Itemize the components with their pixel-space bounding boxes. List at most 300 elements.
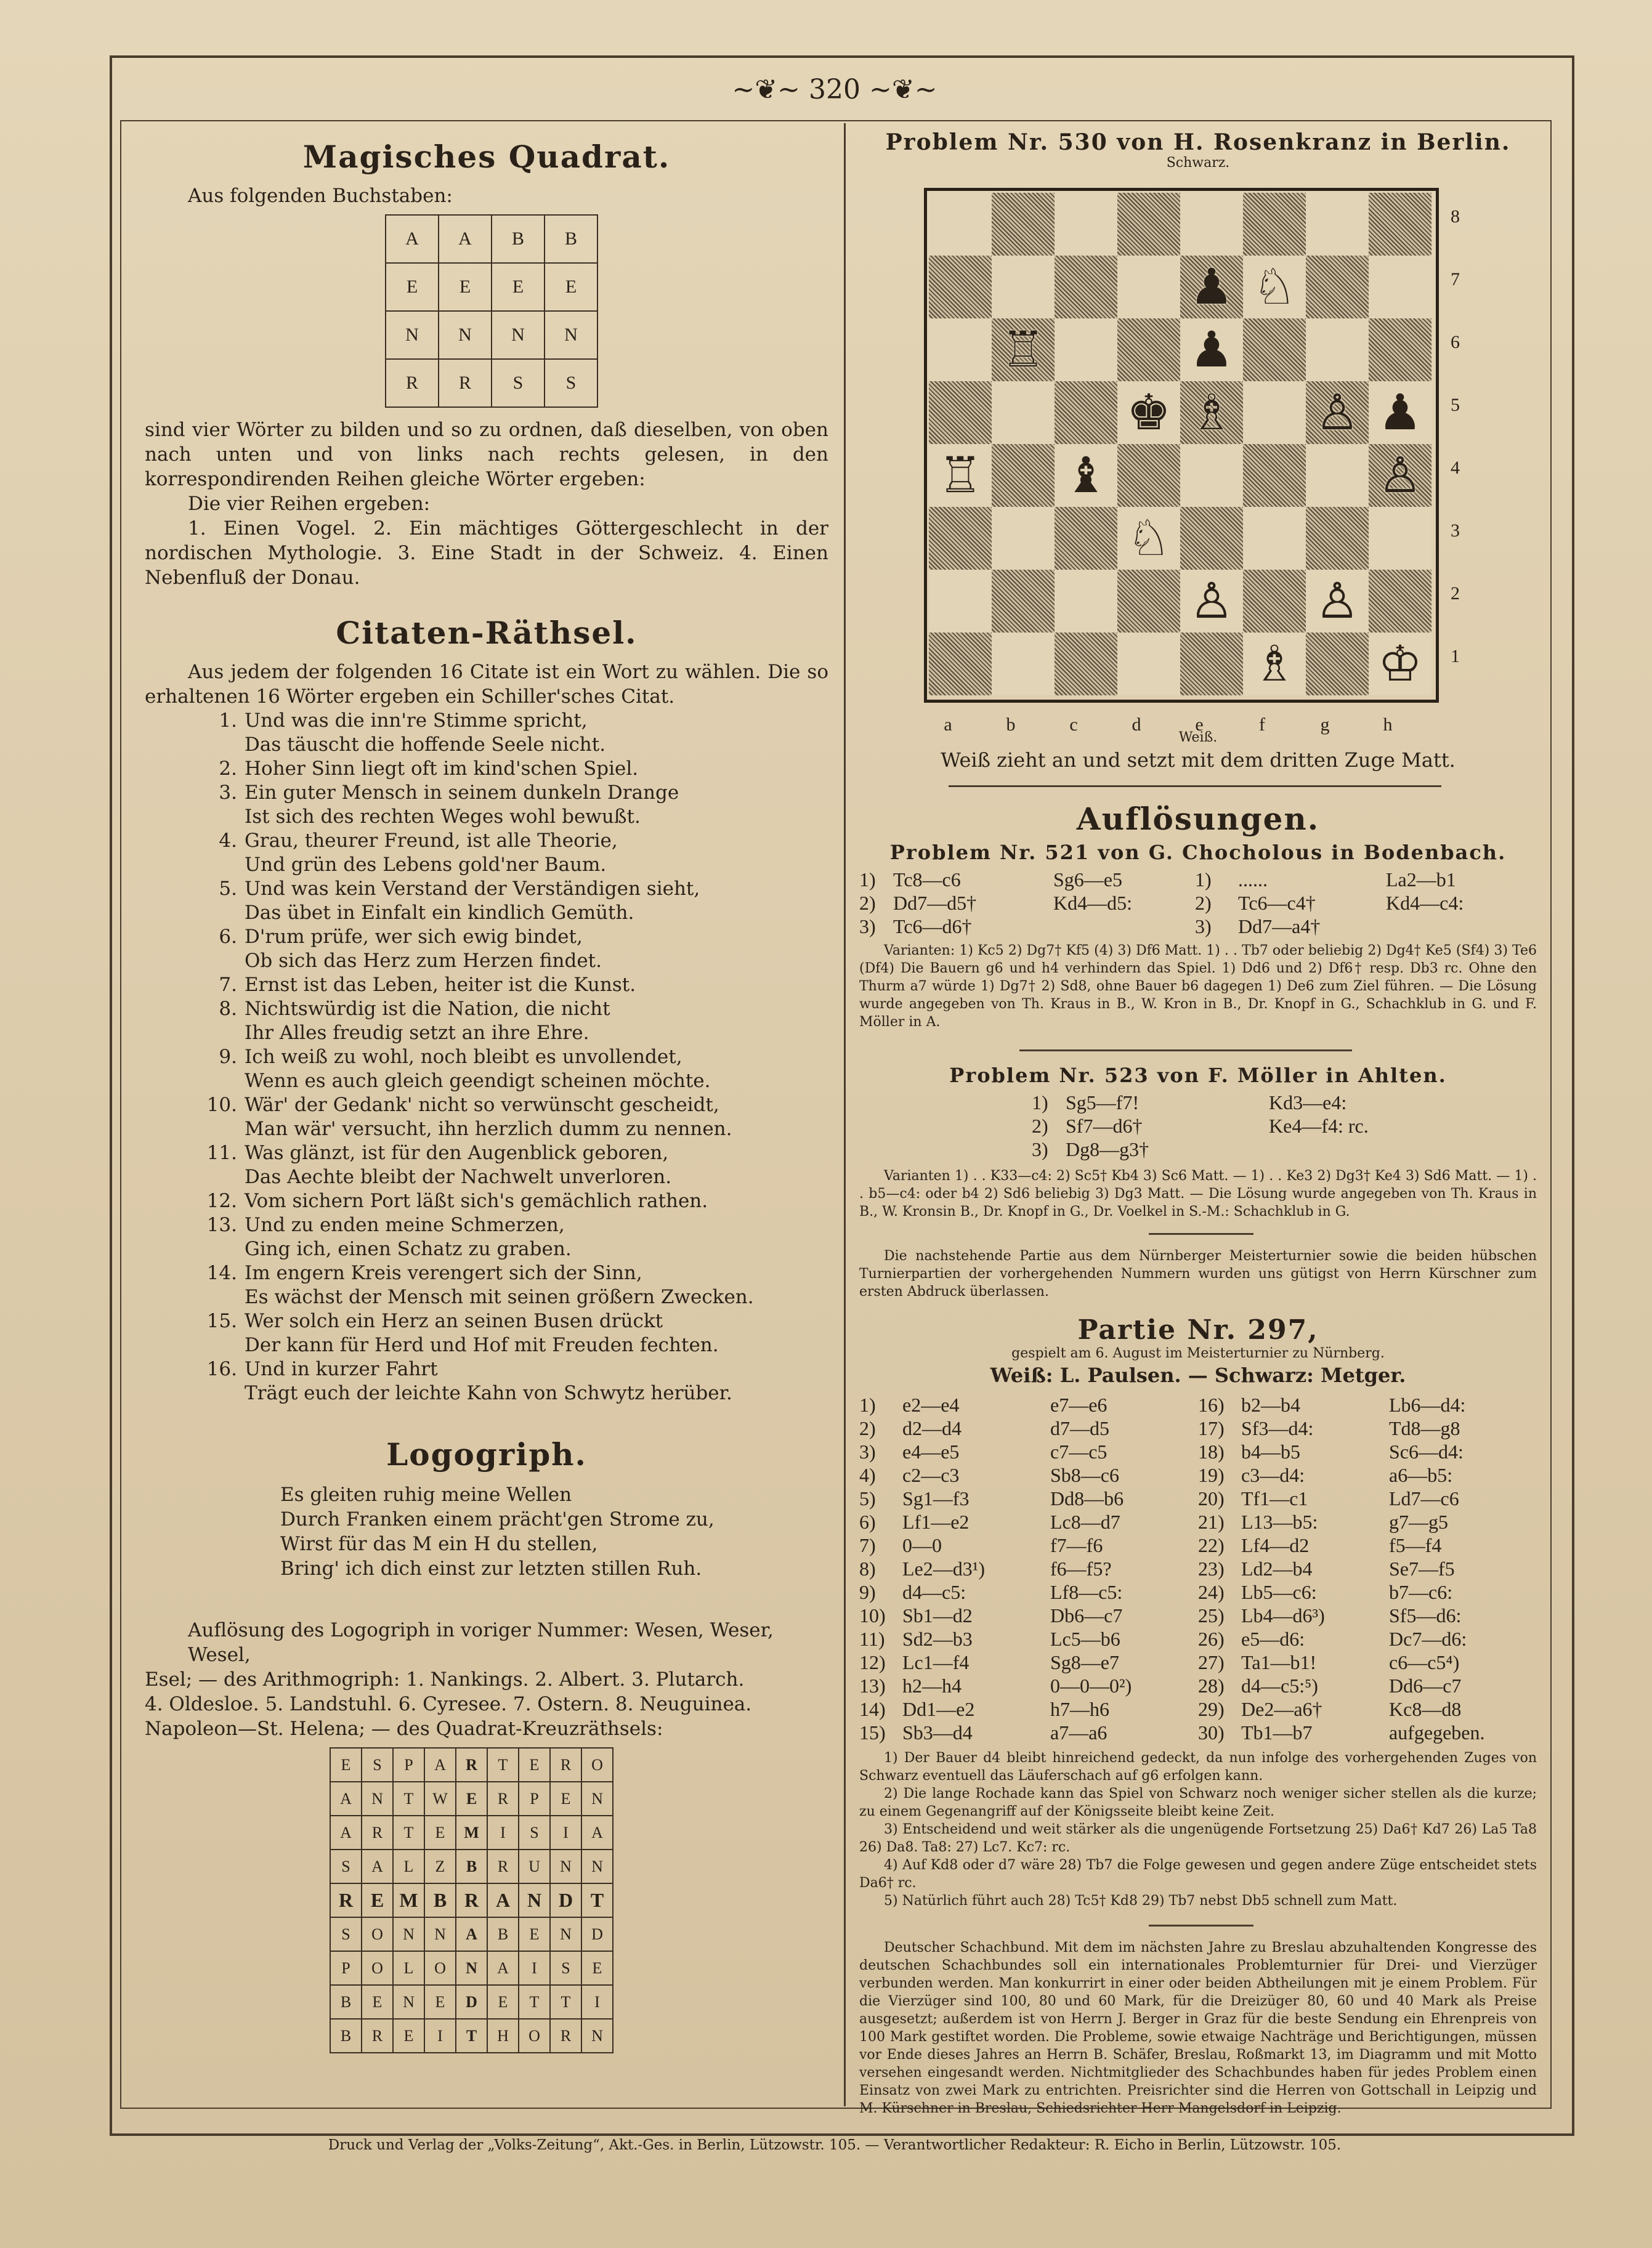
move-cell: 20) — [1198, 1487, 1225, 1510]
citation-number: 13. — [206, 1214, 237, 1236]
cross-grid-row — [330, 1985, 613, 2019]
cross-grid-cell: E — [519, 1748, 550, 1782]
white-bishop-e5-icon: ♗ — [1189, 384, 1234, 441]
cross-grid-cell: A — [487, 1883, 519, 1917]
citation-text — [245, 1309, 719, 1357]
move-cell: 10) — [859, 1604, 886, 1627]
aufloesungen-title: Auflösungen. — [1076, 801, 1320, 837]
schachbund-notice: Deutscher Schachbund. Mit dem im nächsten Jahre zu Breslau abzuhaltenden Kongresse des deutschen Schachbundes soll ein internationales Problemturnier für Drei- und Vierzüger verbunden werden. Man konkurrirt in einer oder beiden Abtheilungen mit je einem Problem. Für die Vierzüger sind 100, 80 und 60 Mark, für die Dreizüger 80, 60 und 40 Mark als Preise ausgesetzt; außerdem ist von Herrn J. Berger in Graz für die beste Sendung ein Ehrenpreis von 100 Mark gestiftet worden. Die Probleme, sowie etwaige Nachträge und Berichtigungen, müssen vor Ende dieses Jahres an Herrn B. Schäfer, Breslau, Roßmarkt 13, im Diagramm und mit Motto versehen eingesandt werden. Nichtmitglieder des Schachbundes haben für jedes Problem einen Einsatz von zwei Mark zu entrichten. Preisrichter sind die Herren von Gottschall in Leipzig und M. Kürschner in Breslau, Schiedsrichter Herr Mangelsdorf in Leipzig. — [859, 1940, 1537, 2116]
move-cell: Tc6—d6† — [893, 915, 972, 937]
move-cell: e4—e5 — [902, 1441, 960, 1463]
solution-line: Napoleon—St. Helena; — des Quadrat-Kreuzräthsels: — [145, 1718, 663, 1740]
citation-text — [245, 1189, 708, 1213]
move-cell: ...... — [1238, 868, 1268, 891]
move-cell: Lf8—c5: — [1050, 1581, 1123, 1603]
magic-text: sind vier Wörter zu bilden und so zu ordnen, daß dieselben, von oben nach unten und von links nach rechts gelesen, in den korrespondirenden Reihen gleiche Wörter ergeben: — [145, 419, 828, 490]
rank-label: 2 — [1451, 583, 1460, 604]
white-king-h1-icon: ♔ — [1378, 635, 1422, 692]
move-cell: Ta1—b1! — [1241, 1651, 1317, 1673]
move-cell: Ld7—c6 — [1389, 1487, 1459, 1510]
board-square — [1306, 507, 1369, 570]
move-cell: Dc7—d6: — [1389, 1628, 1467, 1650]
move-cell: d2—d4 — [902, 1417, 962, 1439]
cross-grid-cell: R — [456, 1883, 487, 1917]
cross-grid-cell: N — [519, 1883, 550, 1917]
magic-grid-cell: B — [492, 215, 545, 263]
move-row — [1198, 1651, 1537, 1674]
ornament-right-icon: ~❦~ — [869, 74, 937, 105]
white-knight-f7-icon: ♘ — [1252, 258, 1297, 315]
problem-521-title: Problem Nr. 521 von G. Chocholous in Bodenbach. — [889, 841, 1507, 864]
verse-line: Bring' ich dich einst zur letzten stillen Ruh. — [280, 1558, 702, 1580]
move-cell: e5—d6: — [1241, 1628, 1305, 1650]
magic-clues: 1. Einen Vogel. 2. Ein mächtiges Göttergeschlecht in der nordischen Mythologie. 3. Eine Stadt in der Schweiz. 4. Einen Nebenfluß der Donau. — [145, 517, 828, 589]
cross-grid-row — [330, 1816, 613, 1850]
citation-text — [245, 1141, 671, 1189]
citation-item — [145, 1261, 828, 1309]
board-squares — [929, 193, 1431, 695]
move-cell: 0—0—0²) — [1050, 1675, 1132, 1697]
cross-grid-cell: E — [362, 1985, 393, 2019]
cross-grid-cell: D — [581, 1917, 613, 1951]
move-cell: Lf4—d2 — [1241, 1534, 1310, 1556]
citation-text — [245, 709, 605, 757]
citation-line: Und zu enden meine Schmerzen, — [245, 1214, 565, 1236]
citation-number: 12. — [206, 1190, 237, 1212]
file-label: g — [1320, 714, 1330, 735]
move-row — [1198, 1627, 1537, 1651]
citation-number: 11. — [206, 1142, 237, 1164]
cross-grid-cell: T — [393, 1816, 424, 1850]
cross-grid-cell: L — [393, 1951, 424, 1985]
board-square — [1243, 507, 1306, 570]
move-cell: 30) — [1198, 1721, 1225, 1744]
move-cell: d4—c5: — [902, 1581, 966, 1603]
citaten-title: Citaten-Räthsel. — [336, 615, 638, 651]
partie-title: Partie Nr. 297, — [1077, 1314, 1319, 1346]
citation-number: 7. — [219, 974, 237, 996]
cross-grid-cell: N — [393, 1985, 424, 2019]
citation-item — [145, 997, 828, 1045]
cross-grid-cell: B — [456, 1850, 487, 1883]
cross-grid-cell: B — [487, 1917, 519, 1951]
citation-item — [145, 1189, 828, 1213]
partie-notes — [859, 1749, 1537, 1910]
move-row — [1198, 1510, 1537, 1534]
black-pawn-h5-icon: ♟ — [1378, 384, 1422, 441]
cross-grid-row — [330, 1883, 613, 1917]
cross-grid-cell: P — [330, 1951, 362, 1985]
move-cell: 2) — [1032, 1115, 1048, 1137]
board-square — [992, 444, 1055, 507]
cross-grid-cell: E — [456, 1782, 487, 1816]
move-row — [859, 1417, 1198, 1440]
cross-grid-cell: L — [393, 1850, 424, 1883]
citation-line: Der kann für Herd und Hof mit Freuden fechten. — [245, 1334, 719, 1356]
citation-text — [245, 925, 602, 973]
citation-line: Was glänzt, ist für den Augenblick geboren, — [245, 1142, 669, 1164]
citation-line: Und in kurzer Fahrt — [245, 1358, 438, 1380]
move-cell: Lc8—d7 — [1050, 1511, 1120, 1533]
board-square — [1117, 318, 1180, 381]
citation-line: Man wär' versucht, ihn herzlich dumm zu nennen. — [245, 1118, 732, 1140]
moves-left — [859, 1393, 1198, 1744]
move-cell: 15) — [859, 1721, 886, 1744]
move-cell: 0—0 — [902, 1534, 942, 1556]
file-label: a — [944, 714, 952, 735]
magic-square-grid — [385, 214, 598, 408]
cross-grid-cell: M — [456, 1816, 487, 1850]
move-row — [1198, 1487, 1537, 1510]
citation-line: Ernst ist das Leben, heiter ist die Kunst. — [245, 974, 636, 996]
citation-line: Im engern Kreis verengert sich der Sinn, — [245, 1262, 642, 1284]
board-square — [1117, 570, 1180, 633]
black-pawn-e7-icon: ♟ — [1189, 258, 1234, 315]
black-label: Schwarz. — [1166, 155, 1230, 171]
board-square — [1055, 570, 1117, 633]
partie-note: 1) Der Bauer d4 bleibt hinreichend gedeckt, da nun infolge des vorhergehenden Zuges von Schwarz eventuell das Läuferschach auf g6 erfolgen kann. — [859, 1750, 1537, 1784]
citation-number: 2. — [219, 758, 237, 780]
rank-label: 6 — [1451, 332, 1460, 352]
magic-grid-cell: E — [545, 263, 597, 311]
divider — [1149, 1233, 1253, 1235]
move-cell: Sf5—d6: — [1389, 1604, 1462, 1627]
citation-item — [145, 1309, 828, 1357]
cross-grid-cell: S — [330, 1850, 362, 1883]
cross-grid-cell: E — [424, 1985, 456, 2019]
cross-grid-cell: N — [581, 1850, 613, 1883]
move-cell: Lb4—d6³) — [1241, 1604, 1325, 1627]
move-cell: h2—h4 — [902, 1675, 962, 1697]
file-label: h — [1383, 714, 1393, 735]
citation-number: 15. — [206, 1310, 237, 1332]
citation-text — [245, 1261, 754, 1309]
move-cell — [1269, 1138, 1429, 1161]
cross-grid-row — [330, 1748, 613, 1782]
move-cell: Sf3—d4: — [1241, 1417, 1314, 1439]
move-cell: Lb6—d4: — [1389, 1394, 1466, 1416]
cross-grid-cell: N — [456, 1951, 487, 1985]
move-cell: a6—b5: — [1389, 1464, 1453, 1486]
move-cell: Tc6—c4† — [1238, 892, 1316, 914]
move-row — [1198, 1557, 1537, 1580]
cross-grid-cell: D — [550, 1883, 581, 1917]
citation-line: Ihr Alles freudig setzt an ihre Ehre. — [245, 1022, 589, 1044]
partie-moves — [859, 1393, 1537, 1744]
citation-line: Das täuscht die hoffende Seele nicht. — [245, 734, 606, 756]
cross-grid-cell: I — [581, 1985, 613, 2019]
citation-item — [145, 1357, 828, 1405]
magic-grid-cell: E — [492, 263, 545, 311]
rank-label: 7 — [1451, 269, 1460, 289]
black-king-d5-icon: ♚ — [1127, 384, 1171, 441]
move-cell: b4—b5 — [1241, 1441, 1300, 1463]
board-square — [1369, 256, 1431, 318]
move-cell: b2—b4 — [1241, 1394, 1300, 1416]
citation-number: 16. — [206, 1358, 237, 1380]
citation-line: Das Aechte bleibt der Nachwelt unverloren. — [245, 1166, 672, 1188]
citation-text — [245, 997, 610, 1045]
move-cell: 29) — [1198, 1698, 1225, 1720]
file-label: f — [1259, 714, 1265, 735]
board-square — [992, 633, 1055, 695]
cross-grid-cell: I — [519, 1951, 550, 1985]
move-row — [859, 1604, 1198, 1627]
right-column — [859, 129, 1537, 171]
cross-grid-row — [330, 1917, 613, 1951]
board-square — [1243, 444, 1306, 507]
move-cell: Kd4—c4: — [1386, 892, 1464, 914]
citation-line: Wer solch ein Herz an seinen Busen drückt — [245, 1310, 663, 1332]
citation-line: Hoher Sinn liegt oft im kind'schen Spiel. — [245, 758, 639, 780]
solution-block — [145, 1618, 828, 1741]
move-cell: L13—b5: — [1241, 1511, 1318, 1533]
white-rook-a4-icon: ♖ — [938, 447, 982, 504]
board-square — [1243, 193, 1306, 256]
cross-grid-cell: E — [362, 1883, 393, 1917]
citation-item — [145, 1141, 828, 1189]
move-cell: 16) — [1198, 1394, 1225, 1416]
cross-grid-cell: N — [581, 1782, 613, 1816]
chess-board — [924, 188, 1460, 735]
white-pawn-g5-icon: ♙ — [1315, 384, 1359, 441]
move-cell: 1) — [859, 868, 876, 891]
file-label: d — [1132, 714, 1141, 735]
board-square — [1117, 633, 1180, 695]
move-cell: De2—a6† — [1241, 1698, 1322, 1720]
move-cell: 2) — [859, 892, 876, 914]
column-divider — [844, 123, 846, 2106]
cross-grid-cell: T — [519, 1985, 550, 2019]
cross-grid-cell: S — [550, 1951, 581, 1985]
board-square — [929, 507, 992, 570]
move-row — [1198, 1393, 1537, 1417]
move-cell: Kd3—e4: — [1269, 1091, 1347, 1114]
move-cell: Tc8—c6 — [893, 868, 961, 891]
cross-grid-cell: R — [330, 1883, 362, 1917]
board-square — [929, 570, 992, 633]
citation-item — [145, 973, 828, 997]
citation-line: Ob sich das Herz zum Herzen findet. — [245, 950, 602, 972]
board-square — [1306, 256, 1369, 318]
move-cell: 12) — [859, 1651, 886, 1673]
board-square — [1369, 570, 1431, 633]
citation-line: Nichtswürdig ist die Nation, die nicht — [245, 998, 610, 1020]
problem-523-moves — [1032, 1091, 1537, 1161]
move-cell: Se7—f5 — [1389, 1558, 1455, 1580]
citation-text — [245, 1213, 572, 1261]
black-pawn-e6-icon: ♟ — [1189, 321, 1234, 378]
citation-item — [145, 877, 828, 925]
cross-grid-cell: I — [487, 1816, 519, 1850]
move-cell: 7) — [859, 1534, 876, 1556]
citation-line: Wär' der Gedank' nicht so verwünscht gescheidt, — [245, 1094, 719, 1116]
move-cell: Dd7—d5† — [893, 892, 977, 914]
rank-label: 5 — [1451, 395, 1460, 415]
move-row — [1198, 1440, 1537, 1463]
board-square — [1055, 256, 1117, 318]
problem-caption: Weiß zieht an und setzt mit dem dritten Zuge Matt. — [941, 748, 1456, 772]
move-cell: Dd8—b6 — [1050, 1487, 1124, 1510]
move-row — [859, 1627, 1198, 1651]
move-cell: 9) — [859, 1581, 876, 1603]
citation-line: Und grün des Lebens gold'ner Baum. — [245, 854, 607, 876]
move-row — [1032, 1114, 1537, 1138]
cross-grid-cell: A — [581, 1816, 613, 1850]
cross-grid-cell: S — [362, 1748, 393, 1782]
move-cell: Kc8—d8 — [1389, 1698, 1462, 1720]
board-square — [1117, 444, 1180, 507]
white-bishop-f1-icon: ♗ — [1252, 635, 1297, 692]
cross-grid-row — [330, 2019, 613, 2053]
board-square — [992, 193, 1055, 256]
move-row — [1198, 1580, 1537, 1604]
citation-text — [245, 829, 618, 877]
citation-number: 1. — [219, 710, 237, 732]
move-cell: a7—a6 — [1050, 1721, 1107, 1744]
cross-grid-cell: N — [362, 1782, 393, 1816]
board-square — [1055, 193, 1117, 256]
move-row — [859, 1674, 1198, 1697]
citation-line: Es wächst der Mensch mit seinen größern Zwecken. — [245, 1286, 754, 1308]
board-square — [1055, 633, 1117, 695]
cross-grid-cell: A — [487, 1951, 519, 1985]
move-cell: Tf1—c1 — [1241, 1487, 1308, 1510]
board-square — [992, 507, 1055, 570]
move-row — [1198, 1697, 1537, 1721]
verse-line: Es gleiten ruhig meine Wellen — [280, 1484, 572, 1506]
citation-text — [245, 973, 636, 997]
move-row — [859, 915, 1537, 938]
cross-grid-cell: I — [550, 1816, 581, 1850]
board-square — [992, 570, 1055, 633]
cross-grid-cell: N — [424, 1917, 456, 1951]
magic-grid-cell: E — [439, 263, 492, 311]
move-cell: 26) — [1198, 1628, 1225, 1650]
problem-523-title: Problem Nr. 523 von F. Möller in Ahlten. — [949, 1064, 1447, 1087]
citation-text — [245, 1357, 732, 1405]
board-square — [1243, 381, 1306, 444]
cross-grid-cell: A — [330, 1816, 362, 1850]
board-square — [1117, 256, 1180, 318]
move-cell: Lb5—c6: — [1241, 1581, 1317, 1603]
move-row — [1198, 1674, 1537, 1697]
move-cell: c6—c5⁴) — [1389, 1651, 1460, 1673]
move-cell: 27) — [1198, 1651, 1225, 1673]
citation-number: 8. — [219, 998, 237, 1020]
move-row — [859, 1487, 1198, 1510]
move-cell: 22) — [1198, 1534, 1225, 1556]
move-row — [859, 1721, 1198, 1744]
move-cell: 24) — [1198, 1581, 1225, 1603]
board-square — [1306, 318, 1369, 381]
partie-note: 3) Entscheidend und weit stärker als die ungenügende Fortsetzung 25) Da6† Kd7 26) La5 Ta8 26) Da8. Ta8: 27) Lc7. Kc7: rc. — [859, 1822, 1537, 1855]
move-cell: Sg6—e5 — [1053, 868, 1122, 891]
move-cell: 1) — [1195, 868, 1212, 891]
solution-line: Esel; — des Arithmogriph: 1. Nankings. 2. Albert. 3. Plutarch. — [145, 1668, 745, 1691]
board-square — [1180, 193, 1243, 256]
citation-number: 3. — [219, 782, 237, 804]
magic-grid-cell: A — [439, 215, 492, 263]
cross-grid-row — [330, 1782, 613, 1816]
verse-line: Durch Franken einem prächt'gen Strome zu, — [280, 1508, 715, 1530]
move-cell — [1386, 915, 1509, 938]
move-cell: e7—e6 — [1050, 1394, 1107, 1416]
page-header — [120, 74, 1549, 105]
cross-grid-cell: B — [424, 1883, 456, 1917]
board-square — [1369, 193, 1431, 256]
logogriph-title: Logogriph. — [386, 1436, 587, 1473]
move-cell: 19) — [1198, 1464, 1225, 1486]
move-cell: 13) — [859, 1675, 886, 1697]
magic-grid-cell: S — [492, 359, 545, 407]
footer-imprint: Druck und Verlag der „Volks-Zeitung“, Akt.-Ges. in Berlin, Lützowstr. 105. — Verantwortlicher Redakteur: R. Eicho in Berlin, Lützowstr. 105. — [328, 2137, 1342, 2153]
move-cell: 4) — [859, 1464, 876, 1486]
move-cell: 3) — [1195, 915, 1212, 937]
move-row — [859, 1393, 1198, 1417]
move-row — [859, 1463, 1198, 1487]
rank-label: 1 — [1451, 646, 1460, 666]
left-column — [145, 139, 828, 2053]
citation-line: Trägt euch der leichte Kahn von Schwytz herüber. — [245, 1382, 732, 1404]
cross-grid-cell: R — [550, 2019, 581, 2053]
citation-item — [145, 709, 828, 757]
cross-grid-cell: T — [393, 1782, 424, 1816]
citation-text — [245, 877, 700, 925]
move-cell: Sb8—c6 — [1050, 1464, 1119, 1486]
magic-grid-row — [386, 359, 597, 407]
problem-521-moves — [859, 868, 1537, 938]
solution-line: 4. Oldesloe. 5. Landstuhl. 6. Cyresee. 7. Ostern. 8. Neuguinea. — [145, 1693, 752, 1715]
board-square — [929, 193, 992, 256]
rank-label: 8 — [1451, 206, 1460, 227]
problem-523-notes: Varianten 1) . . K33—c4: 2) Sc5† Kb4 3) Sc6 Matt. — 1) . . Ke3 2) Dg3† Ke4 3) Sd6 Matt. — 1) . . b5—c4: oder b4 2) Sd6 beliebig 3) Dg3 Matt. — Die Lösung wurde angegeben von Th. Kraus in B., W. Kronsin B., Dr. Knopf in G., Dr. Voelkel in S.-M.: Schachklub in G. — [859, 1168, 1537, 1219]
cross-grid-cell: R — [362, 1816, 393, 1850]
cross-grid-cell: T — [456, 2019, 487, 2053]
board-square — [1055, 318, 1117, 381]
move-cell: Sg1—f3 — [902, 1487, 970, 1510]
board-square — [992, 381, 1055, 444]
ornament-left-icon: ~❦~ — [732, 74, 800, 105]
magic-grid-row — [386, 311, 597, 359]
citaten-list — [145, 709, 828, 1405]
cross-grid-cell: R — [487, 1850, 519, 1883]
move-cell: Ld2—b4 — [1241, 1558, 1313, 1580]
citation-item — [145, 1093, 828, 1141]
move-cell — [1053, 915, 1195, 938]
move-cell: Sc6—d4: — [1389, 1441, 1464, 1463]
move-cell: Db6—c7 — [1050, 1604, 1123, 1627]
cross-grid-cell: E — [550, 1782, 581, 1816]
cross-grid-cell: I — [424, 2019, 456, 2053]
move-cell: Sb1—d2 — [902, 1604, 973, 1627]
magic-grid-cell: N — [545, 311, 597, 359]
cross-grid-cell: M — [393, 1883, 424, 1917]
move-row — [859, 868, 1537, 891]
magic-grid-cell: N — [439, 311, 492, 359]
move-cell: Dd7—a4† — [1238, 915, 1321, 937]
move-cell: 1) — [1032, 1091, 1048, 1114]
citation-line: Und was die inn're Stimme spricht, — [245, 710, 588, 732]
citation-line: Grau, theurer Freund, ist alle Theorie, — [245, 830, 618, 852]
cross-grid-cell: U — [519, 1850, 550, 1883]
black-bishop-c4-icon: ♝ — [1064, 447, 1108, 504]
rank-label: 3 — [1451, 520, 1460, 541]
board-square — [929, 318, 992, 381]
move-row — [1198, 1721, 1537, 1744]
citation-item — [145, 1045, 828, 1093]
move-cell: Sg8—e7 — [1050, 1651, 1119, 1673]
